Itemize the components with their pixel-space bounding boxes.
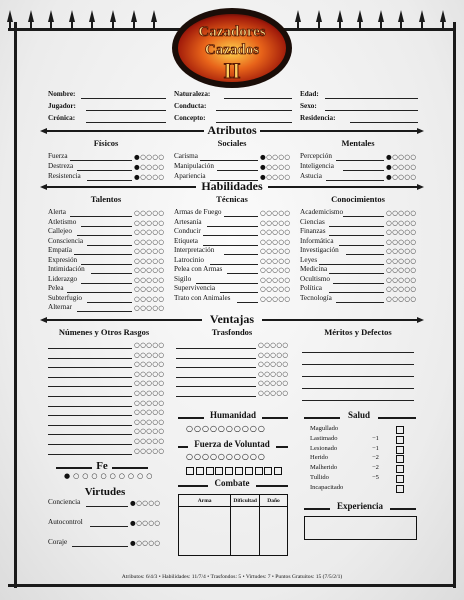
atributos-item-line [343, 170, 384, 171]
fuerza-box[interactable] [274, 467, 282, 475]
habilidades-item-dots[interactable]: ○○○○○ [386, 228, 417, 236]
salud-level: Incapacitado [310, 483, 344, 491]
numen-line[interactable] [48, 415, 132, 416]
numen-line[interactable] [48, 406, 132, 407]
header-field-0-2[interactable] [86, 122, 166, 123]
habilidades-item-dots[interactable]: ○○○○○ [260, 237, 291, 246]
habilidades-item-label: Tecnología [300, 293, 332, 302]
habilidades-item-label: Liderazgo [48, 274, 78, 283]
habilidades-item-dots[interactable]: ○○○○○ [260, 275, 291, 284]
fuerza-box[interactable] [225, 467, 233, 475]
numen-line[interactable] [48, 396, 132, 397]
numen-dots[interactable]: ○○○○○ [134, 360, 165, 369]
habilidades-item-dots[interactable]: ○○○○○ [260, 256, 291, 265]
atributos-item-label: Astucia [300, 171, 322, 180]
fuerza-box[interactable] [235, 467, 243, 475]
habilidades-item-line [74, 254, 132, 255]
atributos-rule-right [260, 130, 418, 132]
humanidad-title: Humanidad [209, 410, 257, 420]
fe-rule-right [112, 467, 148, 469]
habilidades-item-dots[interactable]: ○○○○○ [134, 266, 165, 274]
habilidades-item-dots[interactable]: ○○○○○ [134, 304, 165, 312]
atributos-item-line [217, 170, 258, 171]
numen-dots[interactable]: ○○○○○ [134, 437, 165, 445]
trasfondo-dots[interactable]: ○○○○○ [258, 350, 289, 359]
salud-box[interactable] [396, 465, 404, 473]
habilidades-item-label: Artesanía [174, 217, 202, 226]
habilidades-col-head: Conocimientos [331, 194, 385, 204]
combate-col-arma: Arma [179, 495, 231, 507]
numen-dots[interactable]: ○○○○○ [134, 446, 165, 455]
atributos-item-line [326, 180, 384, 181]
header-field-2-0[interactable] [325, 98, 418, 99]
habilidades-item-line [237, 302, 258, 303]
habilidades-item-dots[interactable]: ○○○○○ [386, 275, 417, 284]
merito-line[interactable] [302, 352, 414, 353]
habilidades-item-dots[interactable]: ○○○○○ [260, 266, 291, 274]
atributos-item-line [336, 160, 384, 161]
habilidades-item-label: Ciencias [300, 217, 325, 226]
habilidades-item-dots[interactable]: ○○○○○ [260, 228, 291, 236]
habilidades-item-line [343, 216, 384, 217]
header-label: Nombre: [48, 90, 76, 98]
virtud-dots[interactable]: ●○○○○ [130, 499, 161, 507]
header-field-2-2[interactable] [350, 122, 418, 123]
habilidades-item-line [87, 245, 132, 246]
trasfondo-dots[interactable]: ○○○○○ [258, 389, 289, 397]
rule-arrow [417, 128, 424, 134]
header-label: Sexo: [300, 102, 317, 110]
atributos-item-label: Fuerza [48, 152, 68, 160]
combate-table [178, 494, 288, 556]
numen-line[interactable] [48, 425, 132, 426]
habilidades-item-label: Leyes [300, 255, 318, 264]
combate-rule-right [256, 485, 288, 487]
numen-line[interactable] [48, 434, 132, 435]
habilidades-item-line [336, 302, 384, 303]
trasfondo-dots[interactable]: ○○○○○ [258, 360, 289, 369]
salud-level: Tullido [310, 474, 329, 481]
virtud-label: Conciencia [48, 498, 81, 506]
virtudes-title: Virtudes [84, 486, 126, 498]
atributos-item-label: Destreza [48, 161, 74, 170]
habilidades-col-head: Talentos [90, 194, 122, 204]
fuerza-box[interactable] [206, 467, 214, 475]
combate-rule-left [178, 485, 208, 487]
habilidades-item-line [329, 292, 384, 293]
fuerza-box[interactable] [255, 467, 263, 475]
header-field-0-1[interactable] [86, 110, 166, 111]
habilidades-item-line [227, 273, 258, 274]
habilidades-item-label: Academicismo [300, 208, 344, 216]
atributos-item-line [77, 170, 132, 171]
numen-dots[interactable]: ○○○○○ [134, 398, 165, 407]
habilidades-item-dots[interactable]: ○○○○○ [134, 256, 165, 265]
numen-line[interactable] [48, 386, 132, 387]
habilidades-item-label: Conducir [174, 227, 201, 235]
habilidades-item-dots[interactable]: ○○○○○ [260, 209, 291, 217]
habilidades-item-line [203, 235, 258, 236]
humanidad-dots[interactable]: ○○○○○○○○○○ [186, 424, 266, 433]
habilidades-item-line [81, 283, 132, 284]
habilidades-item-dots[interactable]: ○○○○○ [260, 294, 291, 303]
salud-penalty: −1 [372, 434, 379, 442]
atributos-item-label: Percepción [300, 152, 332, 160]
habilidades-item-dots[interactable]: ○○○○○ [260, 285, 291, 293]
atributos-item-line [70, 160, 132, 161]
habilidades-item-label: Etiqueta [174, 236, 198, 245]
merito-line[interactable] [302, 364, 414, 365]
habilidades-item-label: Expresión [48, 255, 78, 264]
atributos-col-head: Sociales [217, 138, 247, 148]
salud-level: Lesionado [310, 444, 338, 452]
humanidad-rule-right [262, 417, 288, 419]
fence-post [339, 20, 341, 30]
habilidades-item-line [339, 245, 384, 246]
habilidades-item-dots[interactable]: ○○○○○ [134, 285, 165, 293]
virtud-label: Coraje [48, 538, 68, 546]
atributos-rule-left [46, 130, 204, 132]
atributos-item-dots[interactable]: ●○○○○ [260, 162, 291, 171]
experiencia-rule-right [390, 508, 416, 510]
salud-level: Malherido [310, 464, 338, 472]
habilidades-item-line [333, 283, 384, 284]
habilidades-item-label: Trato con Animales [174, 293, 231, 302]
habilidades-item-dots[interactable]: ○○○○○ [134, 247, 165, 255]
experiencia-title: Experiencia [337, 501, 383, 511]
merito-line[interactable] [302, 376, 414, 377]
habilidades-item-label: Ocultismo [300, 274, 330, 283]
salud-title: Salud [347, 410, 371, 420]
salud-box[interactable] [396, 475, 404, 483]
habilidades-item-label: Interpretación [174, 246, 215, 254]
fuerza-title: Fuerza de Voluntad [194, 439, 270, 449]
fence-bottom-bar [8, 584, 456, 587]
habilidades-item-dots[interactable]: ○○○○○ [386, 237, 417, 246]
fence-post [359, 20, 361, 30]
atributos-item-dots[interactable]: ●○○○○ [386, 162, 417, 171]
habilidades-item-dots[interactable]: ○○○○○ [134, 209, 165, 217]
numen-dots[interactable]: ○○○○○ [134, 408, 165, 417]
numen-line[interactable] [48, 367, 132, 368]
logo-line3: II [223, 58, 241, 83]
trasfondo-dots[interactable]: ○○○○○ [258, 379, 289, 388]
numen-line[interactable] [48, 358, 132, 359]
salud-penalty: −1 [372, 444, 379, 452]
atributos-col-head: Físicos [93, 138, 119, 148]
habilidades-item-dots[interactable]: ○○○○○ [386, 218, 417, 227]
merito-line[interactable] [302, 400, 414, 401]
rule-arrow [40, 128, 47, 134]
habilidades-item-label: Supervivencia [174, 284, 216, 292]
fuerza-box[interactable] [245, 467, 253, 475]
numen-line[interactable] [48, 454, 132, 455]
atributos-item-dots[interactable]: ●○○○○ [134, 153, 165, 161]
header-label: Concepto: [174, 114, 206, 122]
fence-post [30, 20, 32, 30]
fence-post [112, 20, 114, 30]
ventajas-title: Ventajas [209, 312, 255, 326]
fence-post [9, 20, 11, 30]
habilidades-item-dots[interactable]: ○○○○○ [386, 266, 417, 274]
habilidades-item-label: Intimidación [48, 265, 85, 273]
combate-cell[interactable] [231, 507, 260, 556]
atributos-col-head: Mentales [341, 138, 375, 148]
ventajas-rule-right [262, 319, 418, 321]
atributos-item-label: Manipulación [174, 161, 214, 170]
habilidades-item-label: Informática [300, 236, 334, 245]
fe-title: Fe [96, 460, 108, 472]
habilidades-item-line [207, 226, 258, 227]
virtud-dots[interactable]: ●○○○○ [130, 539, 161, 547]
habilidades-item-line [329, 273, 384, 274]
habilidades-item-label: Latrocinio [174, 255, 204, 264]
points-footer: Atributos: 6/4/3 • Habilidades: 11/7/4 • Trasfondos: 5 • Virtudes: 7 • Puntos Gratuitos: 15 (7/5/2/1) [121, 574, 343, 580]
combate-title: Combate [214, 478, 250, 488]
habilidades-item-dots[interactable]: ○○○○○ [386, 247, 417, 255]
habilidades-item-dots[interactable]: ○○○○○ [134, 218, 165, 227]
fence-post [442, 20, 444, 30]
virtud-dots[interactable]: ●○○○○ [130, 519, 161, 527]
atributos-item-label: Inteligencia [300, 161, 334, 170]
atributos-item-label: Resistencia [48, 171, 81, 180]
habilidades-item-label: Pelea [48, 284, 64, 292]
salud-box[interactable] [396, 446, 404, 454]
habilidades-item-label: Alerta [48, 208, 66, 216]
header-field-0-0[interactable] [81, 98, 166, 99]
combate-col-dificultad: Dificultad [231, 495, 260, 507]
numen-dots[interactable]: ○○○○○ [134, 350, 165, 359]
fuerza-box[interactable] [264, 467, 272, 475]
salud-level: Herido [310, 454, 329, 462]
header-label: Residencia: [300, 114, 336, 122]
numenes-header: Númenes y Otros Rasgos [58, 327, 150, 337]
header-label: Conducta: [174, 102, 207, 110]
habilidades-item-line [329, 235, 384, 236]
atributos-item-dots[interactable]: ●○○○○ [134, 172, 165, 181]
header-label: Edad: [300, 90, 319, 98]
header-label: Crónica: [48, 114, 76, 122]
habilidades-item-label: Empatía [48, 246, 72, 254]
habilidades-item-label: Subterfugio [48, 293, 82, 302]
numen-dots[interactable]: ○○○○○ [134, 379, 165, 388]
atributos-item-dots[interactable]: ●○○○○ [260, 153, 291, 161]
habilidades-item-dots[interactable]: ○○○○○ [134, 275, 165, 284]
atributos-item-dots[interactable]: ●○○○○ [260, 172, 291, 181]
salud-level: Lastimado [310, 434, 338, 442]
habilidades-item-line [70, 216, 132, 217]
habilidades-item-line [224, 254, 258, 255]
virtud-line [86, 506, 128, 507]
habilidades-item-line [346, 254, 384, 255]
habilidades-rule-left [46, 186, 196, 188]
habilidades-item-dots[interactable]: ○○○○○ [134, 228, 165, 236]
salud-penalty: −2 [372, 454, 379, 462]
combate-col-dano: Daño [260, 495, 288, 507]
habilidades-item-line [77, 235, 132, 236]
salud-box[interactable] [396, 436, 404, 444]
numen-dots[interactable]: ○○○○○ [134, 341, 165, 349]
salud-penalty: −5 [372, 474, 379, 481]
atributos-item-label: Carisma [174, 152, 198, 160]
fence-post [91, 20, 93, 30]
trasfondo-line[interactable] [176, 348, 256, 349]
logo-line2: Cazados [204, 42, 260, 58]
ventajas-rule-left [46, 319, 202, 321]
combate-cell[interactable] [179, 507, 231, 556]
habilidades-item-label: Medicina [300, 265, 328, 273]
habilidades-item-dots[interactable]: ○○○○○ [386, 209, 417, 217]
header-label: Jugador: [48, 102, 76, 110]
fence-post [133, 20, 135, 30]
atributos-item-label: Apariencia [174, 171, 206, 180]
fuerza-box[interactable] [186, 467, 194, 475]
fence-post [421, 20, 423, 30]
habilidades-item-line [91, 273, 132, 274]
habilidades-item-label: Investigación [300, 246, 339, 254]
habilidades-item-dots[interactable]: ○○○○○ [260, 247, 291, 255]
habilidades-item-dots[interactable]: ○○○○○ [134, 294, 165, 303]
numen-dots[interactable]: ○○○○○ [134, 369, 165, 378]
atributos-title: Atributos [207, 123, 257, 137]
habilidades-item-label: Alternar [48, 303, 72, 311]
trasfondo-line[interactable] [176, 396, 256, 397]
numen-dots[interactable]: ○○○○○ [134, 389, 165, 397]
header-field-2-1[interactable] [325, 110, 418, 111]
meritos-header: Méritos y Defectos [324, 327, 392, 337]
experiencia-box[interactable] [304, 516, 417, 540]
habilidades-rule-right [268, 186, 418, 188]
fe-rule-left [56, 467, 92, 469]
fence-post [318, 20, 320, 30]
habilidades-item-dots[interactable]: ○○○○○ [260, 218, 291, 227]
habilidades-item-line [81, 264, 132, 265]
numen-line[interactable] [48, 444, 132, 445]
fence-post [400, 20, 402, 30]
habilidades-item-label: Callejeo [48, 227, 72, 235]
salud-box[interactable] [396, 455, 404, 463]
experiencia-rule-left [304, 508, 330, 510]
habilidades-item-label: Política [300, 284, 322, 292]
rule-arrow [40, 317, 47, 323]
virtud-line [90, 526, 128, 527]
habilidades-item-label: Armas de Fuego [174, 208, 222, 216]
habilidades-item-line [329, 226, 384, 227]
merito-line[interactable] [302, 388, 414, 389]
fe-dots[interactable]: ● ○ ○ ○ ○ ○ ○ ○ ○ ○ [64, 472, 153, 480]
trasfondo-dots[interactable]: ○○○○○ [258, 341, 289, 349]
virtud-line [72, 546, 128, 547]
fuerza-box[interactable] [196, 467, 204, 475]
atributos-item-dots[interactable]: ●○○○○ [386, 153, 417, 161]
logo-line1: Cazadores [198, 24, 266, 40]
habilidades-item-line [87, 302, 132, 303]
header-field-1-1[interactable] [216, 110, 292, 111]
habilidades-item-line [81, 226, 132, 227]
atributos-item-line [87, 180, 132, 181]
habilidades-title: Habilidades [201, 179, 263, 193]
habilidades-item-dots[interactable]: ○○○○○ [386, 256, 417, 265]
trasfondo-dots[interactable]: ○○○○○ [258, 369, 289, 378]
habilidades-item-label: Pelea con Armas [174, 265, 223, 273]
fence-post [50, 20, 52, 30]
salud-rule-left [304, 417, 340, 419]
habilidades-item-label: Sigilo [174, 274, 192, 283]
habilidades-item-dots[interactable]: ○○○○○ [134, 237, 165, 246]
habilidades-item-line [77, 311, 132, 312]
salud-box[interactable] [396, 485, 404, 493]
virtud-label: Autocontrol [48, 518, 83, 526]
atributos-item-dots[interactable]: ●○○○○ [386, 172, 417, 181]
atributos-item-dots[interactable]: ●○○○○ [134, 162, 165, 171]
humanidad-rule-left [178, 417, 204, 419]
numen-line[interactable] [48, 377, 132, 378]
trasfondo-line[interactable] [176, 377, 256, 378]
fence-post [71, 20, 73, 30]
salud-box[interactable] [396, 426, 404, 434]
habilidades-item-label: Finanzas [300, 227, 326, 235]
numen-dots[interactable]: ○○○○○ [134, 417, 165, 426]
habilidades-item-dots[interactable]: ○○○○○ [386, 285, 417, 293]
numen-line[interactable] [48, 348, 132, 349]
game-logo [170, 4, 294, 90]
habilidades-item-label: Atletismo [48, 217, 77, 226]
salud-level: Magullado [310, 425, 339, 432]
trasfondo-line[interactable] [176, 367, 256, 368]
fence-post [380, 20, 382, 30]
habilidades-item-line [224, 216, 258, 217]
header-label: Naturaleza: [174, 90, 211, 98]
habilidades-item-dots[interactable]: ○○○○○ [386, 294, 417, 303]
habilidades-item-label: Consciencia [48, 236, 84, 245]
fence-post [153, 20, 155, 30]
combate-cell[interactable] [260, 507, 288, 556]
trasfondo-line[interactable] [176, 386, 256, 387]
numen-dots[interactable]: ○○○○○ [134, 427, 165, 436]
trasfondo-line[interactable] [176, 358, 256, 359]
fence-post [297, 20, 299, 30]
fuerza-dots[interactable]: ○○○○○○○○○○ [186, 452, 266, 461]
habilidades-col-head: Técnicas [216, 194, 248, 204]
rule-arrow [40, 184, 47, 190]
header-field-1-0[interactable] [224, 98, 292, 99]
trasfondos-header: Trasfondos [211, 327, 253, 337]
rule-arrow [417, 184, 424, 190]
rule-arrow [417, 317, 424, 323]
salud-penalty: −2 [372, 464, 379, 472]
salud-rule-right [378, 417, 416, 419]
habilidades-item-line [319, 264, 384, 265]
fuerza-box[interactable] [215, 467, 223, 475]
